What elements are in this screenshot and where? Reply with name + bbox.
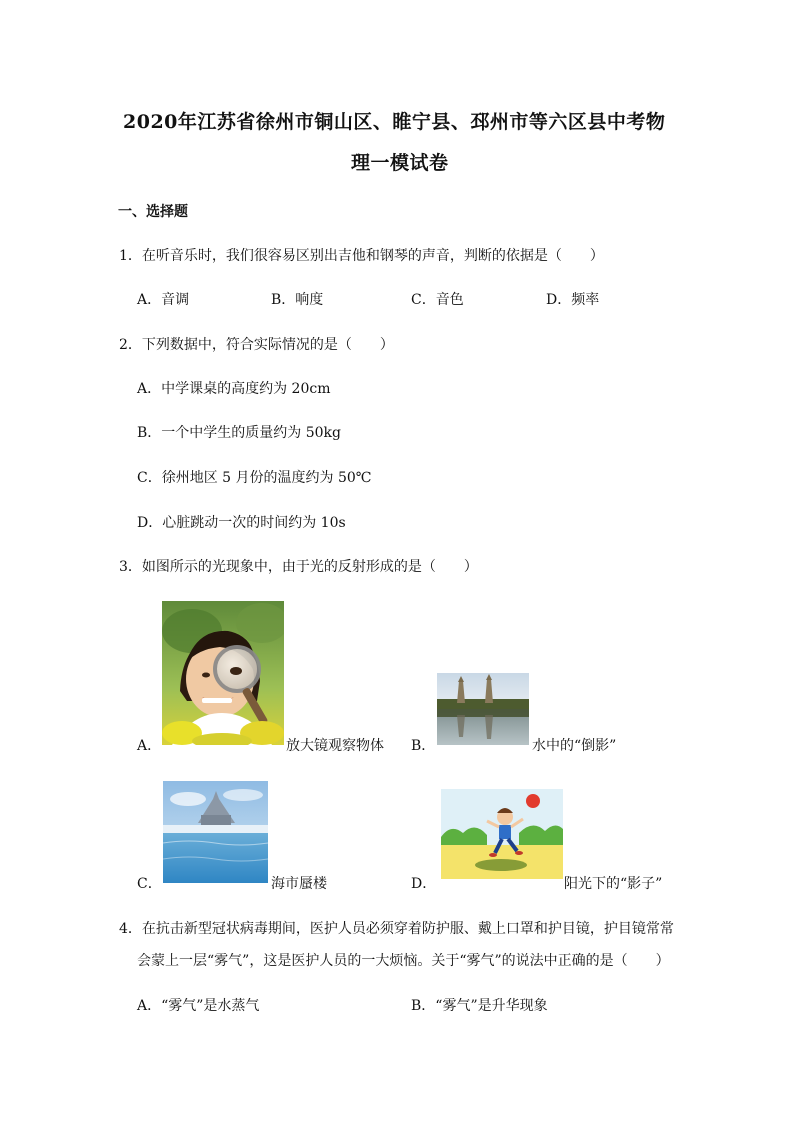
- question-2-option-c: C．徐州地区 5 月份的温度约为 50℃: [137, 470, 372, 486]
- sunlight-shadow-cartoon: [441, 789, 563, 879]
- question-3-stem: 3．如图所示的光现象中，由于光的反射形成的是（ ）: [119, 559, 478, 575]
- question-1-option-c: C．音色: [411, 292, 464, 308]
- question-3-option-b-caption: 水中的“倒影”: [532, 738, 617, 754]
- paper-title-line1: 2020年江苏省徐州市铜山区、睢宁县、邳州市等六区县中考物: [123, 111, 666, 133]
- question-3-option-a-caption: 放大镜观察物体: [286, 738, 384, 754]
- question-1-stem: 1．在听音乐时，我们很容易区别出吉他和钢琴的声音，判断的依据是（ ）: [119, 248, 604, 264]
- paper-title-line2: 理一模试卷: [351, 152, 449, 174]
- section-heading: 一、选择题: [118, 204, 188, 220]
- question-3-option-d-letter: D．: [411, 876, 437, 892]
- mirage-photo: [163, 781, 268, 883]
- question-2-option-a: A．中学课桌的高度约为 20cm: [137, 381, 331, 397]
- question-3-option-a-letter: A．: [137, 738, 162, 754]
- question-3-option-d-caption: 阳光下的“影子”: [564, 876, 663, 892]
- question-2-stem: 2．下列数据中，符合实际情况的是（ ）: [119, 337, 394, 353]
- question-3-option-c-letter: C．: [137, 876, 162, 892]
- question-3-option-c-caption: 海市蜃楼: [271, 876, 327, 892]
- question-2-option-d: D．心脏跳动一次的时间约为 10s: [137, 515, 346, 531]
- boy-magnifier-photo: [162, 601, 284, 745]
- question-4-option-b: B．“雾气”是升华现象: [411, 998, 548, 1014]
- question-1-option-b: B．响度: [271, 292, 324, 308]
- question-1-option-d: D．频率: [546, 292, 600, 308]
- question-2-option-b: B．一个中学生的质量约为 50kg: [137, 425, 341, 441]
- question-4-stem-line1: 4．在抗击新型冠状病毒期间，医护人员必须穿着防护服、戴上口罩和护目镜，护目镜常常: [119, 921, 674, 937]
- question-1-option-a: A．音调: [137, 292, 190, 308]
- pagoda-reflection-photo: [437, 673, 529, 745]
- question-3-option-b-letter: B．: [411, 738, 436, 754]
- question-4-option-a: A．“雾气”是水蒸气: [137, 998, 260, 1014]
- question-4-stem-line2: 会蒙上一层“雾气”，这是医护人员的一大烦恼。关于“雾气”的说法中正确的是（ ）: [137, 953, 670, 969]
